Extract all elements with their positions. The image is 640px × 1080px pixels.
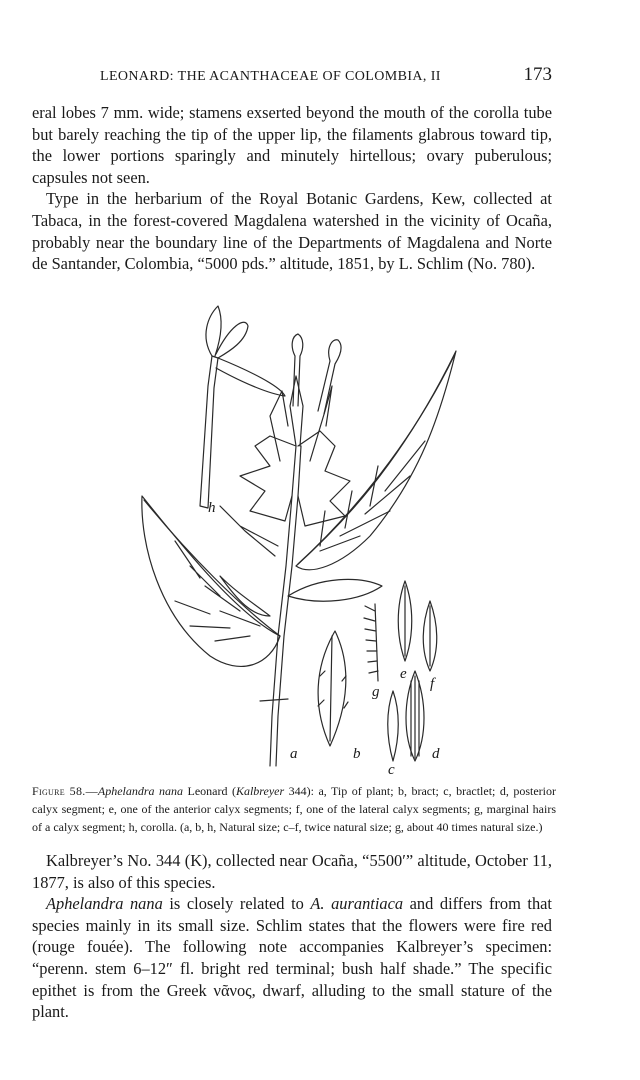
illustration-svg (120, 296, 460, 776)
plant-illustration (120, 296, 460, 776)
marginal-hairs-g (364, 604, 378, 681)
leaf-lower-left (220, 576, 270, 616)
label-d: d (432, 746, 440, 762)
label-e: e (400, 666, 407, 682)
caption-figure-label: Figure 58.— (32, 784, 98, 798)
paragraph-relationship (32, 893, 552, 1023)
plant-stem (260, 446, 301, 766)
label-b: b (353, 746, 361, 762)
page-number: 173 (523, 64, 552, 85)
leaf-right (296, 351, 456, 570)
label-h: h (208, 500, 216, 516)
paragraph-description-end: eral lobes 7 mm. wide; stamens exserted beyond the mouth of the corolla tube but barely reaching the tip of the upper lip, the filaments glabrous toward tip, the lower portions sparingly and minutely hirtellous; ovary puberulous; capsules not seen. (32, 103, 552, 187)
label-f: f (430, 676, 435, 692)
leaf-left (142, 496, 280, 666)
caption-author: Leonard ( (183, 784, 236, 798)
label-a: a (290, 746, 298, 762)
bract-b (318, 631, 348, 746)
bractlet-c (388, 691, 399, 761)
paragraph-kalbreyer: Kalbreyer’s No. 344 (K), collected near Ocaña, “5500′” altitude, October 11, 1877, is also of this species. (32, 851, 552, 892)
posterior-calyx-d (406, 671, 424, 761)
calyx-segment-e (398, 581, 412, 661)
figure-caption (32, 782, 556, 836)
label-g: g (372, 684, 380, 700)
paragraph-type-locality: Type in the herbarium of the Royal Botanic Gardens, Kew, collected at Tabaca, in the forest-covered Magdalena watershed in the vicinity of Ocaña, probably near the boundary line of the Departments of Magdalena and Norte de Santander, Colombia, “5000 pds.” altitude, 1851, by L. Schlim (No. 780). (32, 189, 552, 274)
text-fragment-rest: and differs from that species mainly in its small size. Schlim states that the flowers were fire red (rouge fouée). The following note accompanies Kalbreyer’s specimen: “perenn. stem 6–12″ fl. bright red terminal; bush half shade.” The specific epithet is from the Greek νᾶνος, dwarf, alluding to the small stature of the plant. (32, 894, 552, 1022)
caption-collector: Kalbreyer (235, 784, 285, 798)
text-fragment: is closely related to (162, 894, 311, 914)
page-header (100, 64, 552, 88)
calyx-segment-f (423, 601, 437, 671)
flower-buds (292, 334, 341, 414)
label-c: c (388, 762, 395, 776)
inflorescence (220, 376, 350, 556)
caption-species: Aphelandra nana (97, 784, 184, 798)
top-text-block (32, 102, 552, 275)
running-head: LEONARD: THE ACANTHACEAE OF COLOMBIA, II (100, 69, 441, 84)
species-name: Aphelandra nana (46, 894, 163, 914)
bottom-text-block (32, 850, 552, 1023)
leaf-lower-right (288, 579, 382, 601)
caption-text: 344): a, Tip of plant; b, bract; c, bractlet; d, posterior calyx segment; e, one of the anterior calyx segments; f, one of the lateral calyx segments; g, marginal hairs of a calyx segment; h, corolla. (a, b, h, Natural size; c–f, twice natural size; g, about 40 times natural size.) (32, 784, 556, 834)
relative-species: A. aurantiaca (310, 894, 404, 914)
